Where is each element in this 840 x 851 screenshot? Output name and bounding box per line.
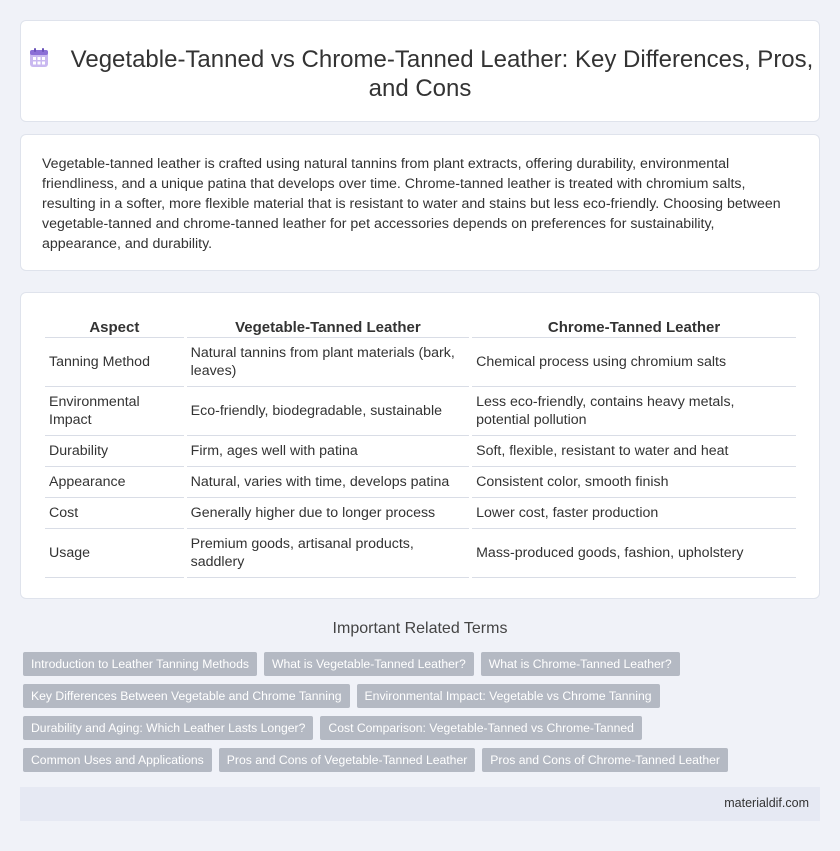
calendar-grid-icon (27, 46, 51, 70)
table-cell: Cost (45, 498, 184, 529)
table-row (45, 467, 796, 498)
related-terms-heading: Important Related Terms (332, 620, 508, 637)
table-row (45, 498, 796, 529)
table-cell: Premium goods, artisanal products, saddlery (187, 529, 469, 578)
header-chrome: Chrome-Tanned Leather (472, 315, 796, 338)
table-cell: Appearance (45, 467, 184, 498)
related-term-link[interactable]: Durability and Aging: Which Leather Lasts Longer? (23, 716, 313, 740)
related-term-link[interactable]: Key Differences Between Vegetable and Chrome Tanning (23, 684, 350, 708)
comparison-card (20, 292, 820, 599)
table-cell: Mass-produced goods, fashion, upholstery (472, 529, 796, 578)
table-header-row (45, 315, 796, 338)
table-cell: Firm, ages well with patina (187, 436, 469, 467)
header-aspect: Aspect (45, 315, 184, 338)
table-cell: Durability (45, 436, 184, 467)
table-row (45, 338, 796, 387)
related-term-link[interactable]: Cost Comparison: Vegetable-Tanned vs Chrome-Tanned (320, 716, 642, 740)
header-vegetable: Vegetable-Tanned Leather (187, 315, 469, 338)
table-cell: Less eco-friendly, contains heavy metals, potential pollution (472, 387, 796, 436)
footer (20, 787, 820, 821)
table-cell: Environmental Impact (45, 387, 184, 436)
intro-paragraph: Vegetable-tanned leather is crafted using natural tannins from plant extracts, offering durability, environmental friendliness, and a unique patina that develops over time. Chrome-tanned leather is treated with chromium salts, resulting in a softer, more flexible material that is resistant to water and stains but less eco-friendly. Choosing between vegetable-tanned and chrome-tanned leather for pet accessories depends on preferences for sustainability, appearance, and durability. (42, 156, 781, 252)
related-terms-list (23, 652, 823, 780)
footer-site-link[interactable]: materialdif.com (724, 796, 809, 810)
table-cell: Natural, varies with time, develops patina (187, 467, 469, 498)
related-term-link[interactable]: Pros and Cons of Chrome-Tanned Leather (482, 748, 728, 772)
table-cell: Usage (45, 529, 184, 578)
title-card (20, 20, 820, 122)
table-cell: Lower cost, faster production (472, 498, 796, 529)
table-cell: Tanning Method (45, 338, 184, 387)
table-row (45, 436, 796, 467)
comparison-table (42, 315, 799, 578)
intro-card (20, 134, 820, 271)
table-cell: Chemical process using chromium salts (472, 338, 796, 387)
related-term-link[interactable]: What is Vegetable-Tanned Leather? (264, 652, 474, 676)
page-title (21, 45, 819, 103)
table-cell: Soft, flexible, resistant to water and heat (472, 436, 796, 467)
related-term-link[interactable]: What is Chrome-Tanned Leather? (481, 652, 680, 676)
table-row (45, 387, 796, 436)
table-row (45, 529, 796, 578)
related-term-link[interactable]: Environmental Impact: Vegetable vs Chrome Tanning (357, 684, 660, 708)
table-cell: Generally higher due to longer process (187, 498, 469, 529)
table-cell: Consistent color, smooth finish (472, 467, 796, 498)
related-term-link[interactable]: Common Uses and Applications (23, 748, 212, 772)
page-title-text: Vegetable-Tanned vs Chrome-Tanned Leather: Key Differences, Pros, and Cons (70, 46, 814, 102)
related-term-link[interactable]: Pros and Cons of Vegetable-Tanned Leather (219, 748, 476, 772)
related-term-link[interactable]: Introduction to Leather Tanning Methods (23, 652, 257, 676)
table-cell: Natural tannins from plant materials (bark, leaves) (187, 338, 469, 387)
table-cell: Eco-friendly, biodegradable, sustainable (187, 387, 469, 436)
